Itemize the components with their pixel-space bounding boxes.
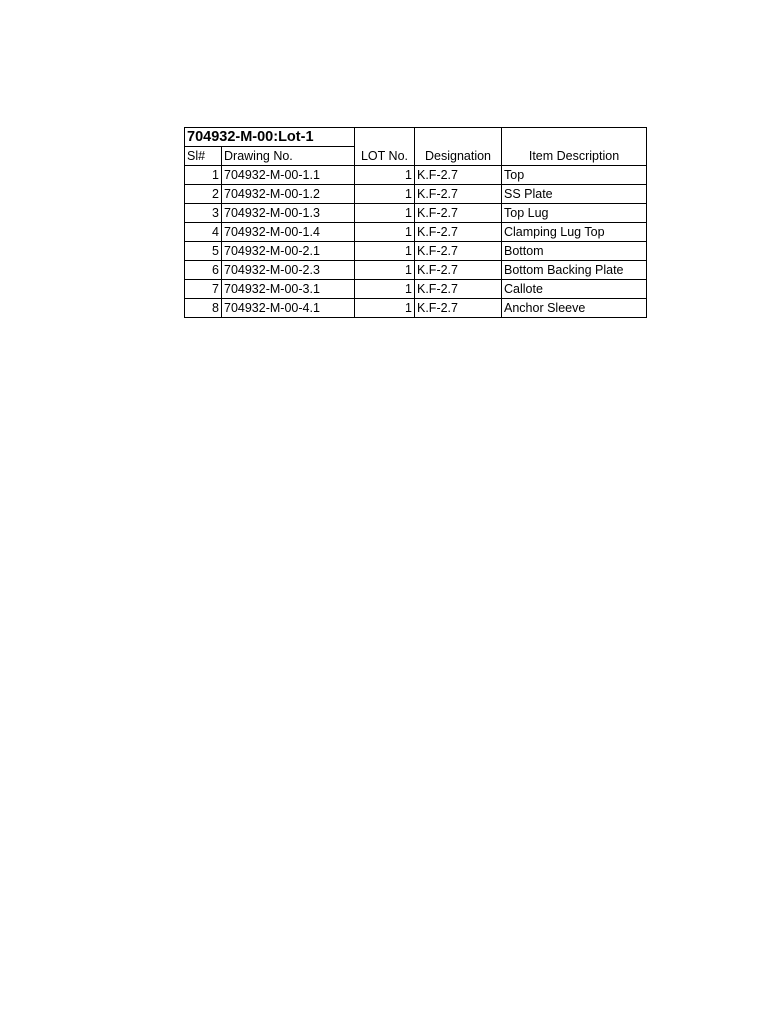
table-row (185, 166, 647, 185)
cell-designation: K.F-2.7 (415, 280, 502, 299)
cell-lot-no: 1 (355, 261, 415, 280)
table-row (185, 223, 647, 242)
cell-item-description: Top Lug (502, 204, 647, 223)
cell-item-description: Anchor Sleeve (502, 299, 647, 318)
cell-item-description: Bottom (502, 242, 647, 261)
cell-lot-no: 1 (355, 280, 415, 299)
table-row (185, 261, 647, 280)
cell-item-description: Top (502, 166, 647, 185)
empty-cell (502, 128, 647, 147)
cell-sl: 5 (185, 242, 222, 261)
cell-lot-no: 1 (355, 166, 415, 185)
cell-designation: K.F-2.7 (415, 166, 502, 185)
table-row (185, 204, 647, 223)
cell-sl: 3 (185, 204, 222, 223)
table-row (185, 185, 647, 204)
drawing-list-table (184, 127, 647, 318)
cell-sl: 2 (185, 185, 222, 204)
cell-drawing-no: 704932-M-00-2.1 (222, 242, 355, 261)
cell-designation: K.F-2.7 (415, 299, 502, 318)
cell-drawing-no: 704932-M-00-1.4 (222, 223, 355, 242)
cell-drawing-no: 704932-M-00-1.1 (222, 166, 355, 185)
cell-sl: 4 (185, 223, 222, 242)
title-row (185, 128, 647, 147)
cell-drawing-no: 704932-M-00-1.2 (222, 185, 355, 204)
header-lot-no: LOT No. (355, 147, 415, 166)
cell-sl: 7 (185, 280, 222, 299)
cell-item-description: SS Plate (502, 185, 647, 204)
cell-item-description: Callote (502, 280, 647, 299)
table-row (185, 242, 647, 261)
cell-lot-no: 1 (355, 185, 415, 204)
table-row (185, 280, 647, 299)
cell-designation: K.F-2.7 (415, 204, 502, 223)
cell-sl: 6 (185, 261, 222, 280)
cell-drawing-no: 704932-M-00-4.1 (222, 299, 355, 318)
cell-designation: K.F-2.7 (415, 185, 502, 204)
cell-sl: 8 (185, 299, 222, 318)
header-designation: Designation (415, 147, 502, 166)
cell-item-description: Bottom Backing Plate (502, 261, 647, 280)
table-body (185, 166, 647, 318)
cell-designation: K.F-2.7 (415, 223, 502, 242)
table-title: 704932-M-00:Lot-1 (185, 128, 355, 147)
cell-designation: K.F-2.7 (415, 242, 502, 261)
cell-item-description: Clamping Lug Top (502, 223, 647, 242)
cell-drawing-no: 704932-M-00-3.1 (222, 280, 355, 299)
cell-sl: 1 (185, 166, 222, 185)
cell-lot-no: 1 (355, 204, 415, 223)
cell-drawing-no: 704932-M-00-1.3 (222, 204, 355, 223)
cell-drawing-no: 704932-M-00-2.3 (222, 261, 355, 280)
cell-lot-no: 1 (355, 299, 415, 318)
cell-lot-no: 1 (355, 242, 415, 261)
empty-cell (415, 128, 502, 147)
header-sl: Sl# (185, 147, 222, 166)
cell-lot-no: 1 (355, 223, 415, 242)
header-item-description: Item Description (502, 147, 647, 166)
table-row (185, 299, 647, 318)
header-row (185, 147, 647, 166)
header-drawing-no: Drawing No. (222, 147, 355, 166)
cell-designation: K.F-2.7 (415, 261, 502, 280)
empty-cell (355, 128, 415, 147)
